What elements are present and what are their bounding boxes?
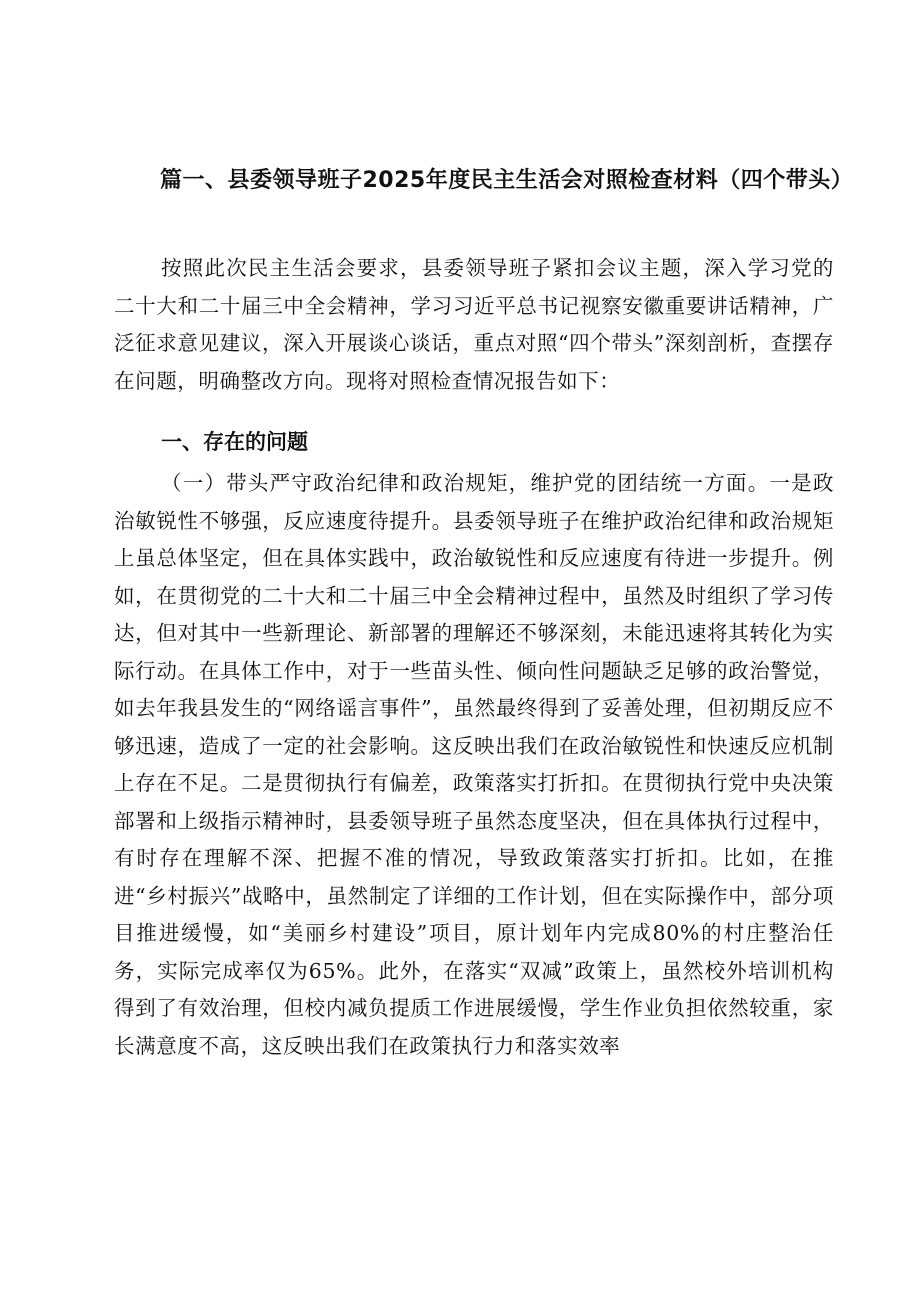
section-paragraph-text: （一）带头严守政治纪律和政治规矩，维护党的团结统一方面。一是政治敏锐性不够强，反应速度待提升。县委领导班子在维护政治纪律和政治规矩上虽总体坚定，但在具体实践中，政治敏锐性和反应速度有待进一步提升。例如，在贯彻党的二十大和二十届三中全会精神过程中，虽然及时组织了学习传达，但对其中一些新理论、新部署的理解还不够深刻，未能迅速将其转化为实际行动。在具体工作中，对于一些苗头性、倾向性问题缺乏足够的政治警觉，如去年我县发生的“网络谣言事件”，虽然最终得到了妥善处理，但初期反应不够迅速，造成了一定的社会影响。这反映出我们在政治敏锐性和快速反应机制上存在不足。二是贯彻执行有偏差，政策落实打折扣。在贯彻执行党中央决策部署和上级指示精神时，县委领导班子虽然态度坚决，但在具体执行过程中，有时存在理解不深、把握不准的情况，导致政策落实打折扣。比如，在推进“乡村振兴”战略中，虽然制定了详细的工作计划，但在实际操作中，部分项目推进缓慢，如“美丽乡村建设”项目，原计划年内完成80%的村庄整治任务，实际完成率仅为65%。此外，在落实“双减”政策上，虽然校外培训机构得到了有效治理，但校内减负提质工作进展缓慢，学生作业负担依然较重，家长满意度不高，这反映出我们在政策执行力和落实效率 [114, 471, 834, 1058]
section-paragraph [114, 465, 834, 1065]
section-heading: 一、存在的问题 [161, 430, 308, 454]
intro-paragraph [114, 250, 834, 400]
intro-paragraph-text: 按照此次民主生活会要求，县委领导班子紧扣会议主题，深入学习党的二十大和二十届三中全会精神，学习习近平总书记视察安徽重要讲话精神，广泛征求意见建议，深入开展谈心谈话，重点对照“四个带头”深刻剖析，查摆存在问题，明确整改方向。现将对照检查情况报告如下： [114, 256, 834, 393]
document-title: 篇一、县委领导班子2025年度民主生活会对照检查材料（四个带头） [160, 168, 854, 193]
